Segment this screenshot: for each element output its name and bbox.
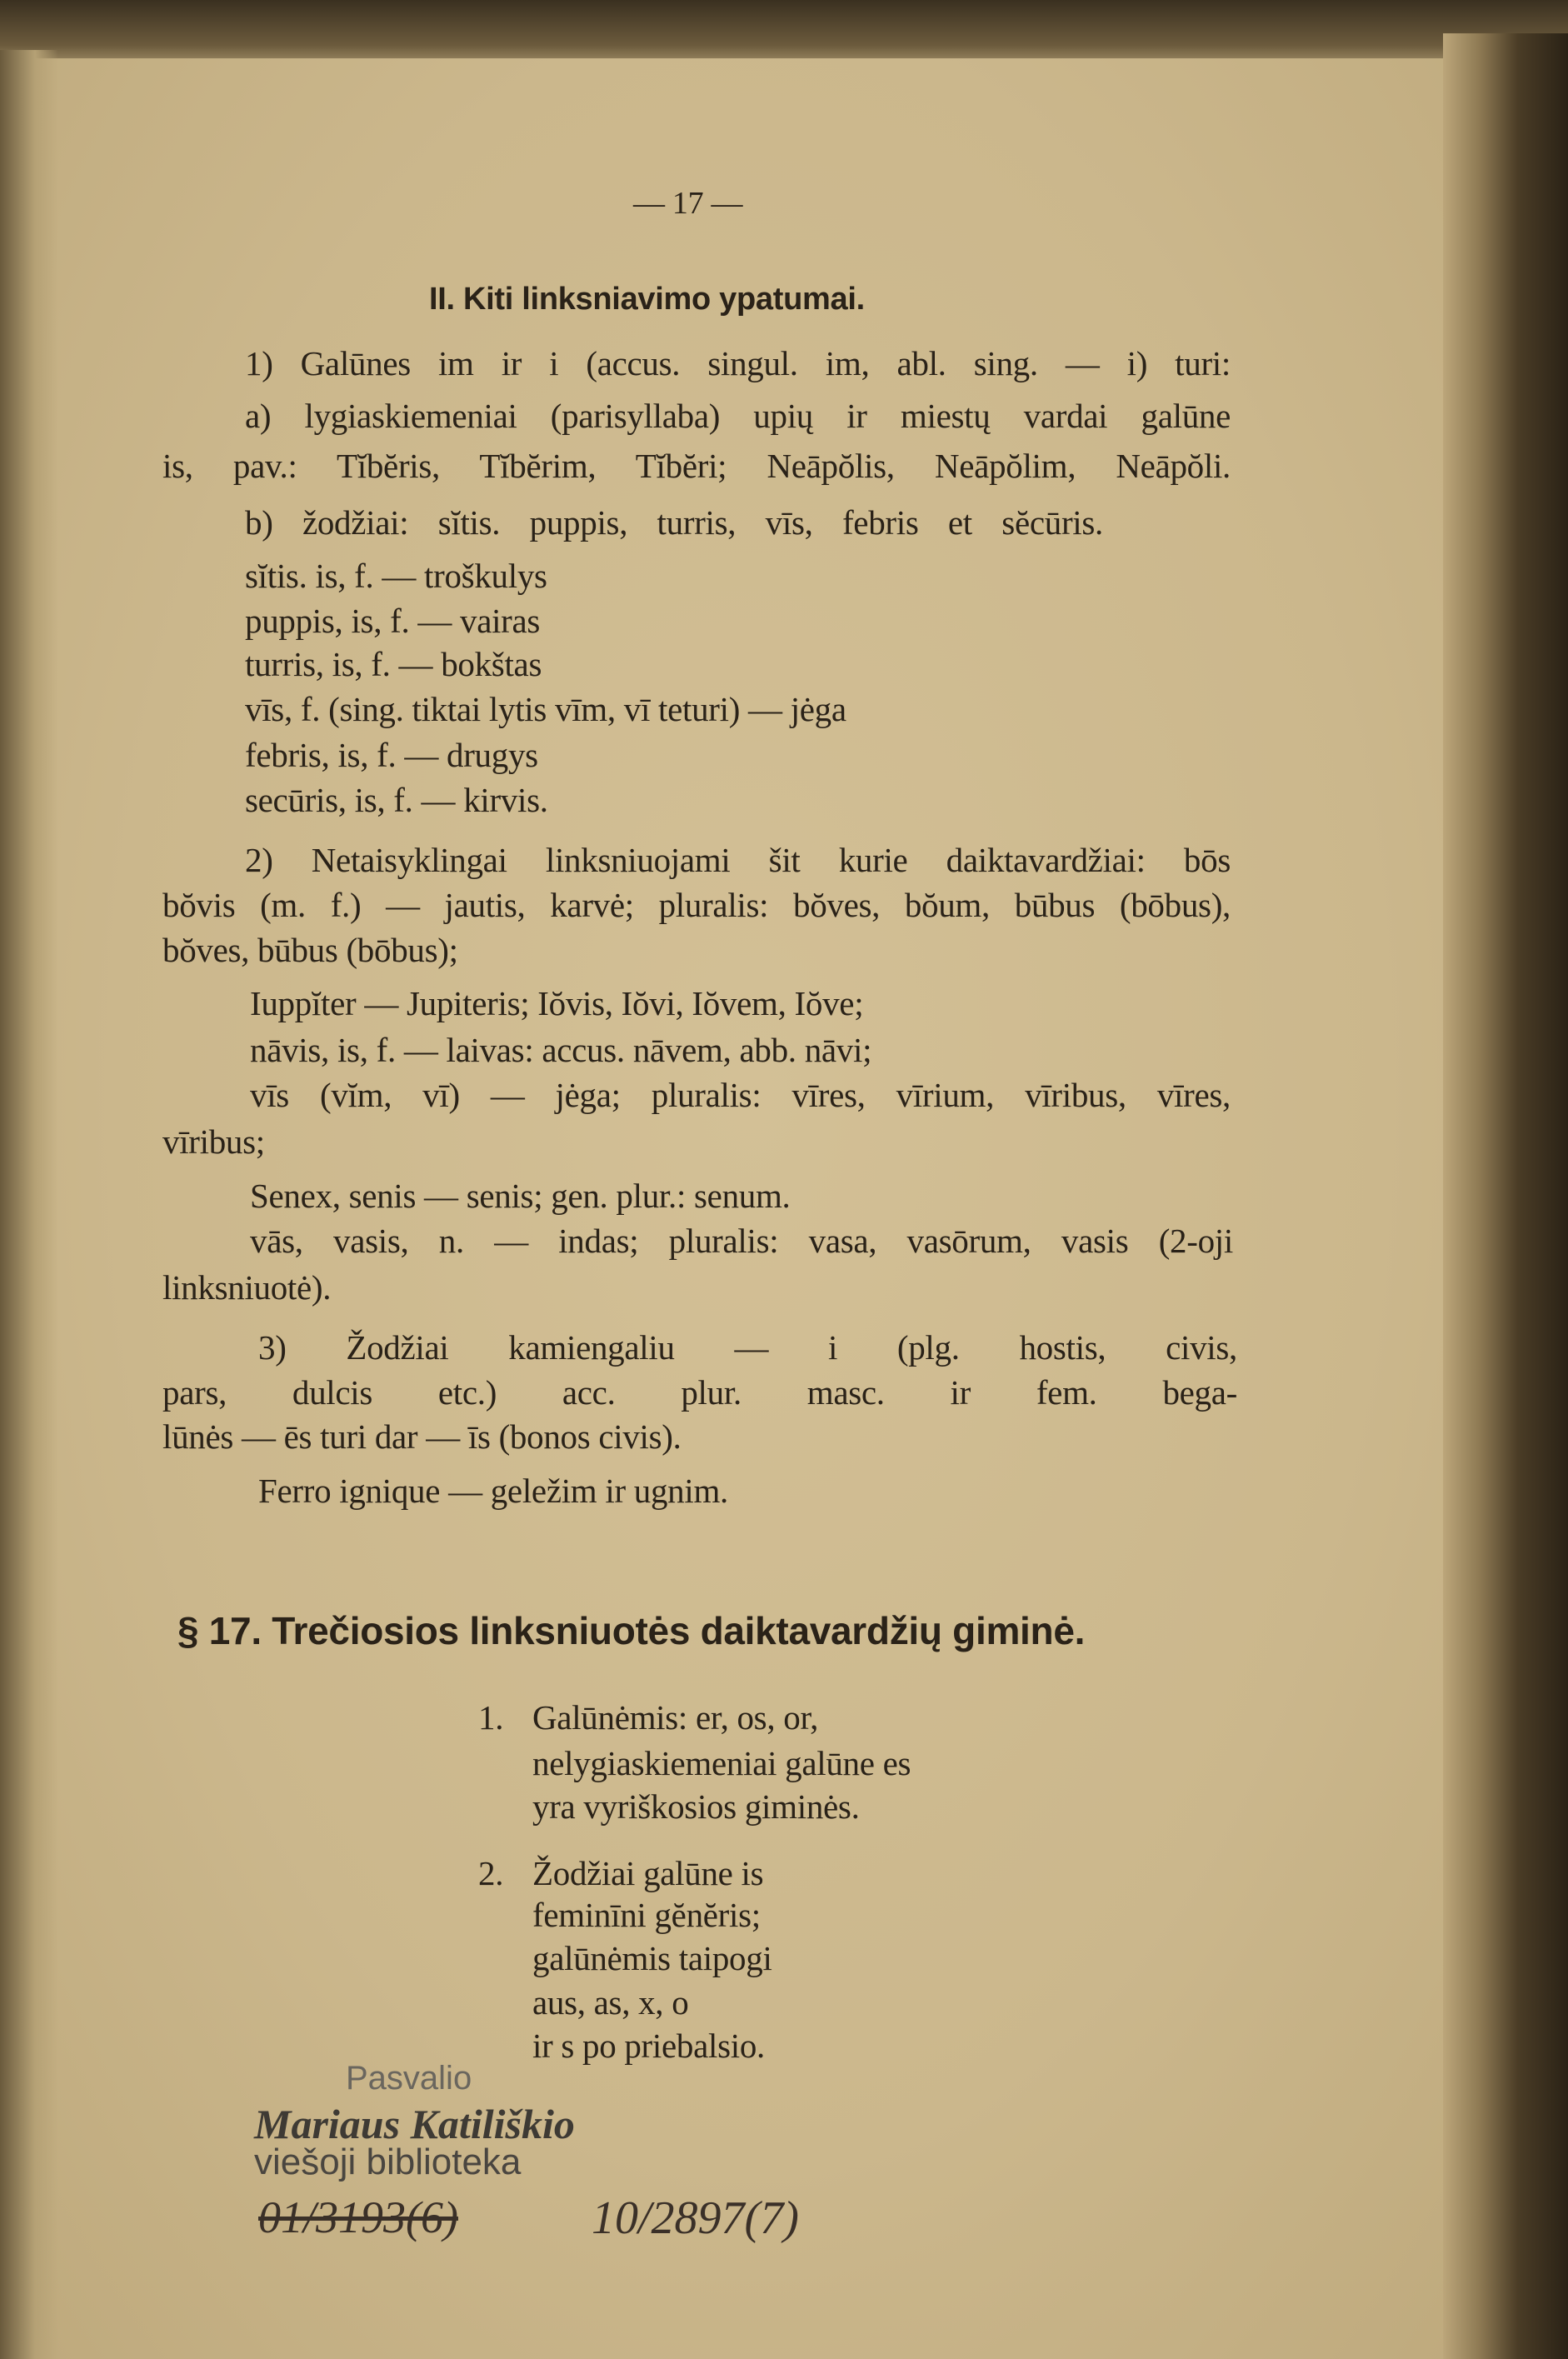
text-line: 1) Galūnes im ir i (accus. singul. im, abl. sing. — i) turi: — [245, 344, 1231, 382]
text-line: nāvis, is, f. — laivas: accus. nāvem, abb. nāvi; — [250, 1031, 872, 1069]
item-number: 2. — [478, 1854, 504, 1892]
book-right-edge — [1443, 33, 1568, 2359]
text-line: linksniuotė). — [162, 1268, 332, 1307]
item-line: Žodžiai galūne is — [532, 1854, 764, 1892]
text-line: turris, is, f. — bokštas — [245, 645, 542, 683]
text-line: vīribus; — [162, 1122, 265, 1161]
chapter-heading: II. Kiti linksniavimo ypatumai. — [429, 282, 865, 317]
library-stamp-library: viešoji biblioteka — [254, 2142, 522, 2182]
item-line: galūnėmis taipogi — [532, 1939, 772, 1977]
text-line: Ferro ignique — geležim ir ugnim. — [258, 1472, 728, 1510]
text-line: secūris, is, f. — kirvis. — [245, 781, 548, 819]
text-line: vās, vasis, n. — indas; pluralis: vasa, vasōrum, vasis (2-oji — [250, 1222, 1233, 1260]
page-number: — 17 — — [633, 186, 743, 221]
text-line: lūnės — ēs turi dar — īs (bonos civis). — [162, 1417, 682, 1456]
text-line: 3) Žodžiai kamiengaliu — i (plg. hostis, civis, — [258, 1328, 1237, 1367]
text-line: Senex, senis — senis; gen. plur.: senum. — [250, 1177, 791, 1215]
text-line: pars, dulcis etc.) acc. plur. masc. ir fem. bega- — [162, 1373, 1237, 1412]
item-line: nelygiaskiemeniai galūne es — [532, 1744, 911, 1782]
section-heading: § 17. Trečiosios linksniuotės daiktavardžių giminė. — [177, 1609, 1086, 1652]
text-line: vīs, f. (sing. tiktai lytis vīm, vī teturi) — jėga — [245, 690, 846, 728]
text-line: sĭtis. is, f. — troškulys — [245, 557, 547, 595]
text-line: is, pav.: Tĭbĕris, Tĭbĕrim, Tĭbĕri; Neāpŏlis, Neāpŏlim, Neāpŏli. — [162, 447, 1231, 485]
text-line: bŏvis (m. f.) — jautis, karvė; pluralis: bŏves, bŏum, būbus (bōbus), — [162, 886, 1231, 924]
text-line: puppis, is, f. — vairas — [245, 602, 541, 640]
inventory-number: 10/2897(7) — [592, 2192, 799, 2244]
text-line: Iuppĭter — Jupiteris; Iŏvis, Iŏvi, Iŏvem, Iŏve; — [250, 984, 864, 1022]
text-line: 2) Netaisyklingai linksniuojami šit kurie daiktavardžiai: bōs — [245, 841, 1231, 879]
text-line: bŏves, būbus (bōbus); — [162, 931, 458, 969]
item-line: feminīni gĕnĕris; — [532, 1896, 761, 1934]
item-line: ir s po priebalsio. — [532, 2027, 765, 2065]
old-inventory-number: 01/3193(6) — [258, 2192, 458, 2242]
text-line: b) žodžiai: sĭtis. puppis, turris, vīs, febris et sĕcūris. — [245, 503, 1103, 542]
library-stamp-name: Mariaus Katiliškio — [254, 2101, 575, 2147]
book-left-edge — [0, 50, 58, 2359]
item-line: yra vyriškosios giminės. — [532, 1787, 860, 1826]
item-number: 1. — [478, 1698, 504, 1737]
item-line: Galūnėmis: er, os, or, — [532, 1698, 819, 1737]
text-line: a) lygiaskiemeniai (parisyllaba) upių ir miestų vardai galūne — [245, 397, 1231, 435]
item-line: aus, as, x, o — [532, 1983, 689, 2022]
library-stamp-city: Pasvalio — [346, 2060, 472, 2097]
text-line: febris, is, f. — drugys — [245, 736, 538, 774]
text-line: vīs (vĭm, vī) — jėga; pluralis: vīres, vīrium, vīribus, vīres, — [250, 1076, 1231, 1114]
